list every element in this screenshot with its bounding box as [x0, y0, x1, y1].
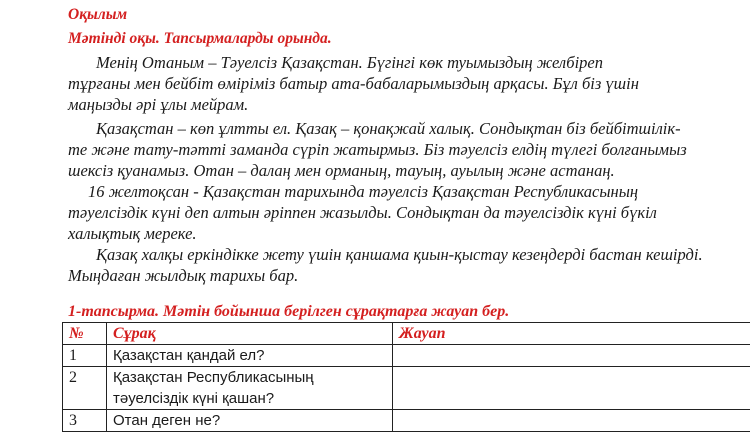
- question-table: [62, 322, 750, 432]
- row-number: 2: [63, 367, 107, 410]
- text-line: шексіз қуанамыз. Отан – далаң мен орманың, тауың, ауылың және астанаң.: [68, 161, 615, 180]
- row-question: [107, 410, 393, 432]
- text-line: Қазақ халқы еркіндікке жету үшін қаншама қиын-қыстау кезеңдерді бастан кешірді.: [96, 245, 703, 264]
- row-question: [107, 367, 393, 410]
- answer-cell[interactable]: [393, 367, 750, 410]
- question-line: Қазақстан Республикасының: [113, 369, 314, 386]
- header-num: №: [63, 323, 107, 345]
- text-line: Мыңдаған жылдық тарихы бар.: [68, 266, 299, 285]
- table-row: [63, 367, 750, 410]
- row-number: 1: [63, 345, 107, 367]
- header-question: Сұрақ: [107, 323, 393, 345]
- text-line: те және тату-тәтті заманда сүріп жатырмыз. Біз тәуелсіз елдің түлегі болғанымыз: [68, 140, 687, 159]
- task-title: 1-тапсырма. Мәтін бойынша берілген сұрақтарға жауап бер.: [68, 303, 510, 320]
- answer-cell[interactable]: [393, 345, 750, 367]
- instruction-heading: Мәтінді оқы. Тапсырмаларды орында.: [68, 30, 332, 47]
- answer-cell[interactable]: [393, 410, 750, 432]
- header-answer: Жауап: [393, 323, 750, 345]
- table-row: [63, 410, 750, 432]
- text-line: Менің Отаным – Тәуелсіз Қазақстан. Бүгінгі көк туымыздың желбіреп: [96, 53, 603, 72]
- question-line: тәуелсіздік күні қашан?: [113, 390, 275, 407]
- question-line: Қазақстан қандай ел?: [113, 347, 265, 364]
- row-question: [107, 345, 393, 367]
- row-number: 3: [63, 410, 107, 432]
- table-header-row: [63, 323, 750, 345]
- text-line: тәуелсіздік күні деп алтын әріппен жазылды. Сондықтан да тәуелсіздік күні бүкіл: [68, 203, 657, 222]
- text-line: Қазақстан – көп ұлтты ел. Қазақ – қонақжай халық. Сондықтан біз бейбітшілік-: [96, 119, 681, 138]
- table-row: [63, 345, 750, 367]
- text-line: тұрғаны мен бейбіт өміріміз батыр ата-бабаларымыздың арқасы. Бұл біз үшін: [68, 74, 639, 93]
- text-line: маңызды әрі ұлы мейрам.: [68, 95, 249, 114]
- question-line: Отан деген не?: [113, 412, 221, 429]
- section-heading: Оқылым: [68, 6, 128, 23]
- text-line: 16 желтоқсан - Қазақстан тарихында тәуелсіз Қазақстан Республикасының: [88, 182, 639, 201]
- text-line: халықтық мереке.: [68, 224, 197, 243]
